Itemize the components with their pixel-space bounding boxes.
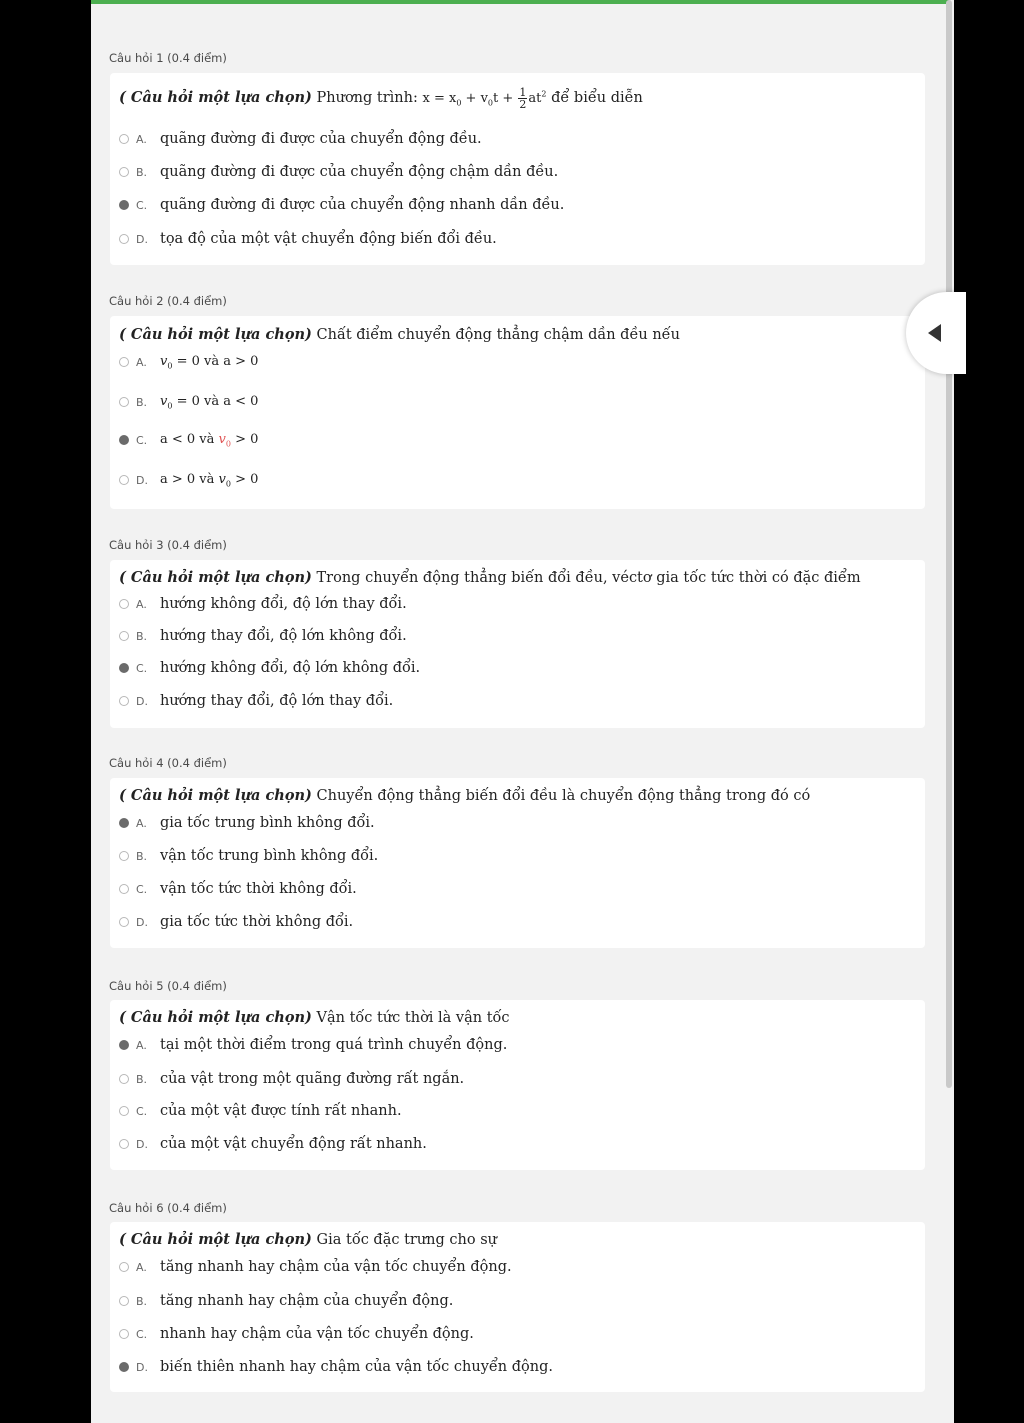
question-1-option-d[interactable]: D. tọa độ của một vật chuyển động biến đổi đều. (119, 228, 497, 250)
radio-button[interactable] (119, 1262, 129, 1272)
question-5-prompt: ( Câu hỏi một lựa chọn) Vận tốc tức thời là vận tốc (119, 1009, 510, 1026)
question-type-tag: ( Câu hỏi một lựa chọn) (119, 326, 312, 343)
question-type-tag: ( Câu hỏi một lựa chọn) (119, 1009, 312, 1026)
question-2-card (110, 316, 925, 509)
radio-button[interactable] (119, 696, 129, 706)
radio-button[interactable] (119, 357, 129, 367)
question-6-prompt: ( Câu hỏi một lựa chọn) Gia tốc đặc trưng cho sự (119, 1231, 497, 1248)
question-5-option-c[interactable]: C. của một vật được tính rất nhanh. (119, 1100, 402, 1122)
question-6-card (110, 1222, 925, 1392)
question-3-option-b[interactable]: B. hướng thay đổi, độ lớn không đổi. (119, 625, 407, 647)
question-6-option-c[interactable]: C. nhanh hay chậm của vận tốc chuyển động. (119, 1323, 474, 1345)
radio-button[interactable] (119, 1329, 129, 1339)
question-4-option-b[interactable]: B. vận tốc trung bình không đổi. (119, 845, 378, 867)
question-1-option-c[interactable]: C. quãng đường đi được của chuyển động nhanh dần đều. (119, 194, 564, 216)
equation-of-motion: $x = x_0 + v_0t$ + $\frac{1}{2}$ $at^2$ (422, 86, 547, 111)
radio-button[interactable] (119, 475, 129, 485)
question-6-option-d[interactable]: D. biến thiên nhanh hay chậm của vận tốc chuyển động. (119, 1356, 553, 1378)
question-3-prompt: ( Câu hỏi một lựa chọn) Trong chuyển động thẳng biến đổi đều, véctơ gia tốc tức thời có đặc điểm (119, 569, 861, 586)
question-4-option-a[interactable]: A. gia tốc trung bình không đổi. (119, 812, 375, 834)
radio-button[interactable] (119, 1074, 129, 1084)
scrollbar[interactable] (946, 0, 952, 1088)
question-2-option-b[interactable]: B. $v_0 = 0$ và a < 0 (119, 391, 258, 413)
question-2-option-c[interactable]: C. a < 0 và $v_0 > 0$ (119, 429, 258, 451)
quiz-page (91, 0, 954, 1423)
question-4-header: Câu hỏi 4 (0.4 điểm) (109, 756, 227, 770)
radio-button[interactable] (119, 134, 129, 144)
question-4-option-d[interactable]: D. gia tốc tức thời không đổi. (119, 911, 353, 933)
radio-button[interactable] (119, 884, 129, 894)
radio-button[interactable] (119, 397, 129, 407)
question-2-option-d[interactable]: D. a > 0 và $v_0 > 0$ (119, 469, 258, 491)
radio-button[interactable] (119, 851, 129, 861)
radio-button[interactable] (119, 167, 129, 177)
radio-button[interactable] (119, 1296, 129, 1306)
radio-button-selected[interactable] (119, 1040, 129, 1050)
question-1-option-b[interactable]: B. quãng đường đi được của chuyển động chậm dần đều. (119, 161, 558, 183)
question-type-tag: ( Câu hỏi một lựa chọn) (119, 787, 312, 804)
question-1-option-a[interactable]: A. quãng đường đi được của chuyển động đều. (119, 128, 482, 150)
question-3-option-c[interactable]: C. hướng không đổi, độ lớn không đổi. (119, 657, 420, 679)
question-2-prompt: ( Câu hỏi một lựa chọn) Chất điểm chuyển động thẳng chậm dần đều nếu (119, 326, 680, 343)
radio-button-selected[interactable] (119, 1362, 129, 1372)
question-3-option-d[interactable]: D. hướng thay đổi, độ lớn thay đổi. (119, 690, 393, 712)
radio-button[interactable] (119, 1106, 129, 1116)
question-type-tag: ( Câu hỏi một lựa chọn) (119, 1231, 312, 1248)
question-type-tag: ( Câu hỏi một lựa chọn) (119, 569, 312, 586)
question-3-card (110, 560, 925, 728)
question-1-header: Câu hỏi 1 (0.4 điểm) (109, 51, 227, 65)
radio-button-selected[interactable] (119, 200, 129, 210)
question-1-prompt: ( Câu hỏi một lựa chọn) Phương trình: $x = x_0 + v_0t$ + $\frac{1}{2}$ $at^2$ để biểu diễn (119, 86, 643, 111)
question-3-option-a[interactable]: A. hướng không đổi, độ lớn thay đổi. (119, 593, 407, 615)
caret-left-icon (928, 324, 942, 342)
question-1-card (110, 73, 925, 265)
question-5-option-d[interactable]: D. của một vật chuyển động rất nhanh. (119, 1133, 427, 1155)
question-5-option-a[interactable]: A. tại một thời điểm trong quá trình chuyển động. (119, 1034, 507, 1056)
question-5-card (110, 1000, 925, 1170)
radio-button-selected[interactable] (119, 818, 129, 828)
radio-button-selected[interactable] (119, 435, 129, 445)
question-3-header: Câu hỏi 3 (0.4 điểm) (109, 538, 227, 552)
question-4-option-c[interactable]: C. vận tốc tức thời không đổi. (119, 878, 357, 900)
question-type-tag: ( Câu hỏi một lựa chọn) (119, 89, 312, 106)
question-2-header: Câu hỏi 2 (0.4 điểm) (109, 294, 227, 308)
question-2-option-a[interactable]: A. $v_0 = 0$ và a > 0 (119, 351, 258, 373)
radio-button[interactable] (119, 1139, 129, 1149)
radio-button[interactable] (119, 599, 129, 609)
radio-button-selected[interactable] (119, 663, 129, 673)
question-6-header: Câu hỏi 6 (0.4 điểm) (109, 1201, 227, 1215)
radio-button[interactable] (119, 234, 129, 244)
question-6-option-b[interactable]: B. tăng nhanh hay chậm của chuyển động. (119, 1290, 453, 1312)
question-4-card (110, 778, 925, 948)
accent-top-bar (91, 0, 949, 4)
radio-button[interactable] (119, 631, 129, 641)
question-6-option-a[interactable]: A. tăng nhanh hay chậm của vận tốc chuyển động. (119, 1256, 512, 1278)
question-5-option-b[interactable]: B. của vật trong một quãng đường rất ngắn. (119, 1068, 464, 1090)
radio-button[interactable] (119, 917, 129, 927)
question-5-header: Câu hỏi 5 (0.4 điểm) (109, 979, 227, 993)
question-4-prompt: ( Câu hỏi một lựa chọn) Chuyển động thẳng biến đổi đều là chuyển động thẳng trong đó có (119, 787, 811, 804)
